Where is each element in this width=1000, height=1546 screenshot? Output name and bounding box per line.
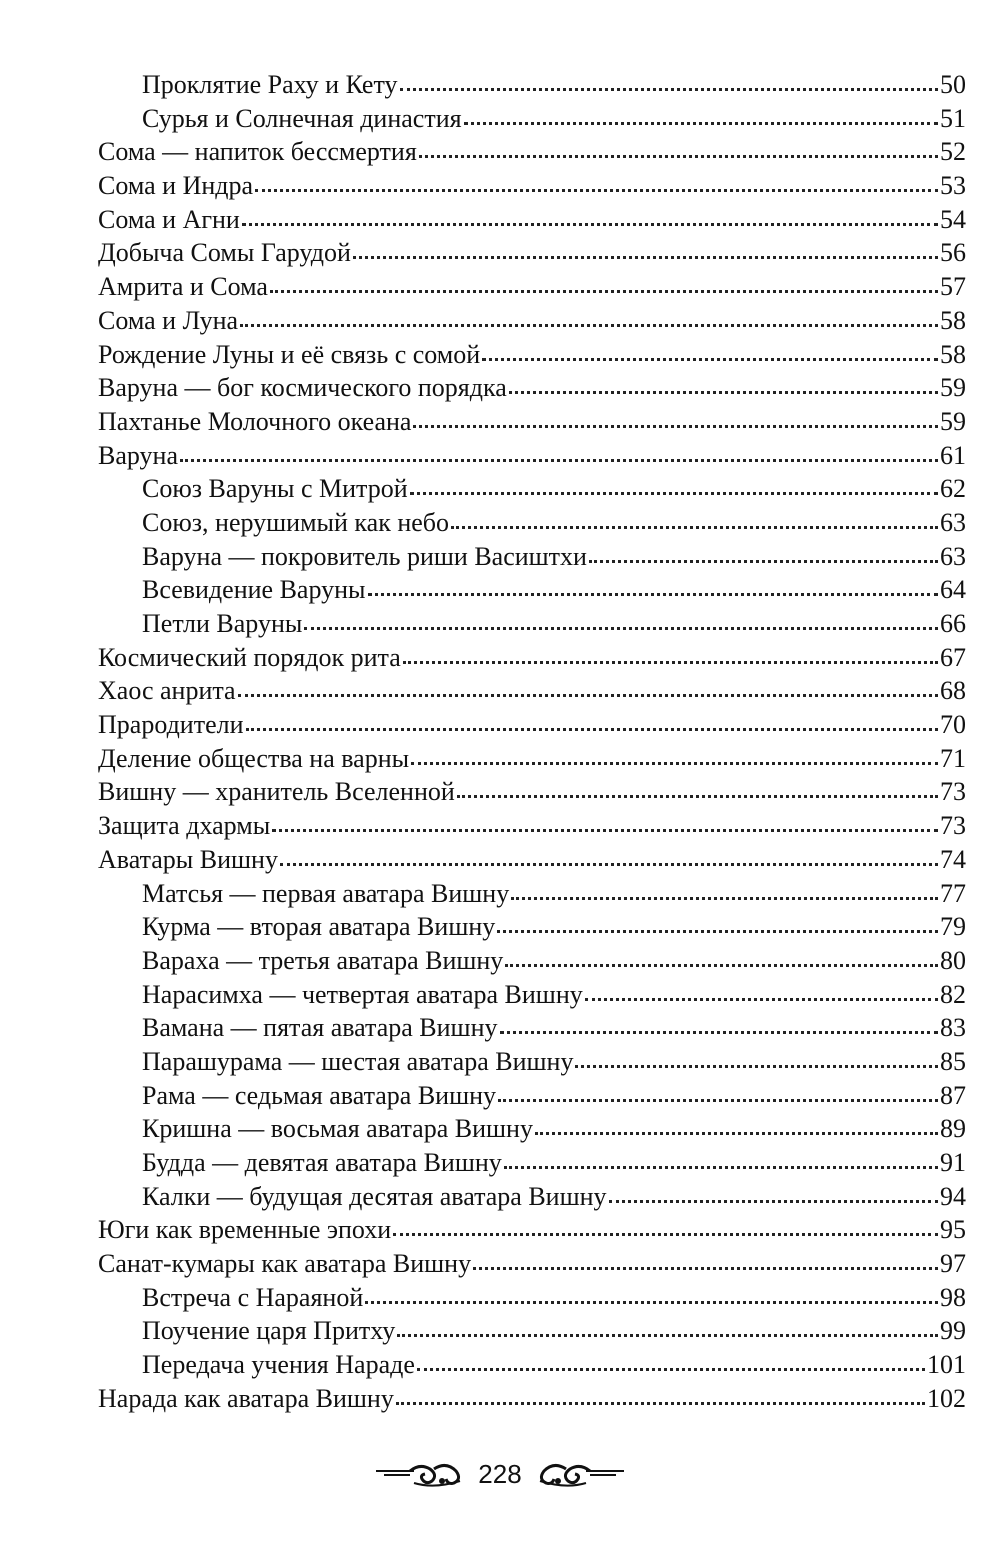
toc-entry	[142, 1045, 966, 1079]
toc-entry-page: 58	[940, 339, 966, 369]
toc-entry-title: Союз, нерушимый как небо	[142, 507, 450, 537]
toc-entry-title: Поучение царя Притху	[142, 1316, 396, 1346]
toc-entry-page: 50	[940, 70, 966, 99]
toc-entry-page: 56	[940, 238, 966, 268]
page-number: 228	[478, 1458, 522, 1489]
toc-entry-title: Парашурама — шестая аватара Вишну	[142, 1046, 574, 1076]
dot-leader	[242, 203, 938, 226]
dot-leader	[410, 472, 938, 495]
toc-entry-page: 59	[940, 373, 966, 403]
toc-entry-page: 73	[940, 811, 966, 841]
toc-entry	[98, 809, 966, 843]
toc-entry-title: Нарада как аватара Вишну	[98, 1383, 394, 1413]
toc-entry-title: Прародители	[98, 710, 244, 740]
toc-entry	[98, 304, 966, 338]
toc-entry-page: 57	[940, 272, 966, 302]
toc-entry-title: Союз Варуны с Митрой	[142, 474, 408, 504]
toc-entry-page: 59	[940, 406, 966, 436]
toc-entry-page: 89	[940, 1114, 966, 1144]
toc-entry	[142, 607, 966, 641]
toc-entry-page: 94	[940, 1181, 966, 1211]
toc-entry-title: Юги как временные эпохи	[98, 1215, 392, 1245]
toc-entry	[98, 270, 966, 304]
toc-entry-page: 98	[940, 1282, 966, 1312]
toc-entry	[142, 877, 966, 911]
toc-entry-page: 101	[927, 1350, 966, 1380]
right-ornament-icon	[536, 1459, 626, 1489]
table-of-contents	[0, 68, 1000, 1416]
dot-leader	[482, 338, 938, 361]
toc-entry-title: Сурья и Солнечная династия	[142, 103, 462, 133]
dot-leader	[497, 910, 938, 933]
dot-leader	[353, 236, 938, 259]
toc-entry-page: 85	[940, 1046, 966, 1076]
toc-entry-title: Проклятие Раху и Кету	[142, 70, 398, 99]
toc-entry	[142, 102, 966, 136]
toc-entry	[98, 775, 966, 809]
dot-leader	[535, 1112, 938, 1135]
toc-entry	[142, 1348, 966, 1382]
dot-leader	[419, 135, 938, 158]
toc-entry-page: 91	[940, 1148, 966, 1177]
toc-entry-page: 79	[940, 912, 966, 942]
toc-entry-title: Нарасимха — четвертая аватара Вишну	[142, 979, 583, 1009]
toc-entry	[142, 1079, 966, 1113]
dot-leader	[500, 1011, 939, 1034]
toc-entry-page: 87	[940, 1080, 966, 1110]
toc-entry-page: 73	[940, 777, 966, 807]
dot-leader	[505, 944, 938, 967]
toc-entry-title: Сома и Луна	[98, 305, 239, 335]
dot-leader	[280, 843, 938, 866]
toc-entry-page: 58	[940, 305, 966, 335]
toc-entry-page: 95	[940, 1215, 966, 1245]
toc-entry	[142, 1180, 966, 1214]
toc-entry-page: 99	[940, 1316, 966, 1346]
toc-entry	[98, 742, 966, 776]
dot-leader	[304, 607, 938, 630]
toc-entry-title: Добыча Сомы Гарудой	[98, 238, 351, 268]
dot-leader	[457, 775, 938, 798]
toc-entry	[142, 540, 966, 574]
dot-leader	[393, 1213, 938, 1236]
toc-entry	[98, 843, 966, 877]
toc-entry-title: Матсья — первая аватара Вишну	[142, 878, 510, 908]
toc-entry-title: Хаос анрита	[98, 676, 236, 706]
toc-entry	[142, 472, 966, 506]
toc-entry-page: 97	[940, 1249, 966, 1279]
dot-leader	[575, 1045, 938, 1068]
toc-entry-title: Вишну — хранитель Вселенной	[98, 777, 455, 807]
dot-leader	[246, 708, 938, 731]
dot-leader	[504, 1146, 938, 1169]
toc-entry	[142, 1011, 966, 1045]
toc-entry-title: Деление общества на варны	[98, 743, 410, 773]
toc-entry-title: Курма — вторая аватара Вишну	[142, 912, 496, 942]
toc-entry-page: 64	[940, 575, 966, 605]
dot-leader	[240, 304, 938, 327]
toc-entry	[142, 1314, 966, 1348]
toc-entry-page: 67	[940, 642, 966, 672]
toc-entry-title: Кришна — восьмая аватара Вишну	[142, 1114, 533, 1144]
toc-entry-title: Амрита и Сома	[98, 272, 268, 302]
dot-leader	[511, 877, 938, 900]
toc-entry	[142, 506, 966, 540]
toc-entry-title: Калки — будущая десятая аватара Вишну	[142, 1181, 607, 1211]
page-footer	[0, 1452, 1000, 1496]
left-ornament-icon	[374, 1459, 464, 1489]
toc-entry-title: Вараха — третья аватара Вишну	[142, 945, 504, 975]
toc-entry-title: Вамана — пятая аватара Вишну	[142, 1013, 498, 1043]
toc-entry	[98, 371, 966, 405]
dot-leader	[417, 1348, 925, 1371]
toc-entry	[142, 1281, 966, 1315]
dot-leader	[365, 1281, 938, 1304]
toc-entry-title: Всевидение Варуны	[142, 575, 366, 605]
toc-entry-page: 62	[940, 474, 966, 504]
toc-entry-title: Варуна — покровитель риши Васиштхи	[142, 541, 587, 571]
toc-entry	[98, 439, 966, 473]
dot-leader	[396, 1382, 925, 1405]
toc-entry-page: 52	[940, 137, 966, 167]
toc-entry-page: 74	[940, 844, 966, 874]
toc-entry-page: 70	[940, 710, 966, 740]
toc-entry-page: 71	[940, 743, 966, 773]
dot-leader	[609, 1180, 938, 1203]
toc-entry-title: Петли Варуны	[142, 609, 303, 638]
toc-entry-page: 68	[940, 676, 966, 706]
toc-entry-page: 61	[940, 440, 966, 470]
toc-entry-title: Космический порядок рита	[98, 642, 401, 672]
toc-entry-page: 83	[940, 1013, 966, 1043]
dot-leader	[238, 674, 938, 697]
toc-entry	[98, 1247, 966, 1281]
dot-leader	[180, 439, 938, 462]
dot-leader	[400, 68, 939, 91]
toc-entry-title: Встреча с Нараяной	[142, 1282, 364, 1312]
toc-entry-page: 54	[940, 204, 966, 234]
toc-entry-page: 63	[940, 541, 966, 571]
dot-leader	[368, 573, 939, 596]
dot-leader	[473, 1247, 938, 1270]
dot-leader	[413, 405, 938, 428]
dot-leader	[509, 371, 938, 394]
toc-entry	[142, 910, 966, 944]
toc-entry-page: 102	[927, 1383, 966, 1413]
dot-leader	[451, 506, 938, 529]
toc-entry	[98, 135, 966, 169]
dot-leader	[272, 809, 938, 832]
dot-leader	[464, 102, 938, 125]
toc-entry-page: 80	[940, 945, 966, 975]
toc-entry	[142, 944, 966, 978]
toc-entry-title: Санат-кумары как аватара Вишну	[98, 1249, 472, 1279]
dot-leader	[411, 742, 938, 765]
toc-entry-title: Варуна — бог космического порядка	[98, 373, 507, 403]
toc-entry-page: 53	[940, 171, 966, 201]
dot-leader	[589, 540, 938, 563]
toc-entry-page: 82	[940, 979, 966, 1009]
toc-entry-title: Сома — напиток бессмертия	[98, 137, 417, 167]
dot-leader	[270, 270, 938, 293]
toc-entry	[98, 338, 966, 372]
toc-entry	[98, 236, 966, 270]
toc-entry	[98, 203, 966, 237]
dot-leader	[403, 641, 938, 664]
toc-entry-title: Защита дхармы	[98, 811, 271, 841]
dot-leader	[255, 169, 938, 192]
toc-entry-page: 63	[940, 507, 966, 537]
toc-entry	[142, 68, 966, 102]
toc-entry-page: 51	[940, 103, 966, 133]
toc-entry	[142, 1146, 966, 1180]
dot-leader	[498, 1079, 938, 1102]
toc-entry-title: Сома и Индра	[98, 171, 254, 201]
toc-entry	[98, 708, 966, 742]
toc-entry-title: Будда — девятая аватара Вишну	[142, 1148, 502, 1177]
toc-entry-title: Пахтанье Молочного океана	[98, 406, 412, 436]
toc-entry	[98, 1213, 966, 1247]
toc-entry	[98, 1382, 966, 1416]
toc-entry	[142, 1112, 966, 1146]
toc-entry-title: Сома и Агни	[98, 204, 240, 234]
toc-entry-page: 77	[940, 878, 966, 908]
toc-entry-title: Варуна	[98, 440, 178, 470]
toc-entry	[98, 405, 966, 439]
toc-entry	[98, 674, 966, 708]
toc-entry	[142, 573, 966, 607]
toc-entry-title: Аватары Вишну	[98, 844, 278, 874]
toc-entry	[142, 978, 966, 1012]
dot-leader	[397, 1314, 938, 1337]
toc-entry	[98, 641, 966, 675]
toc-entry-page: 66	[940, 609, 966, 638]
toc-entry-title: Рождение Луны и её связь с сомой	[98, 339, 481, 369]
toc-entry	[98, 169, 966, 203]
toc-entry-title: Рама — седьмая аватара Вишну	[142, 1080, 497, 1110]
dot-leader	[585, 978, 938, 1001]
toc-entry-title: Передача учения Нараде	[142, 1350, 415, 1380]
